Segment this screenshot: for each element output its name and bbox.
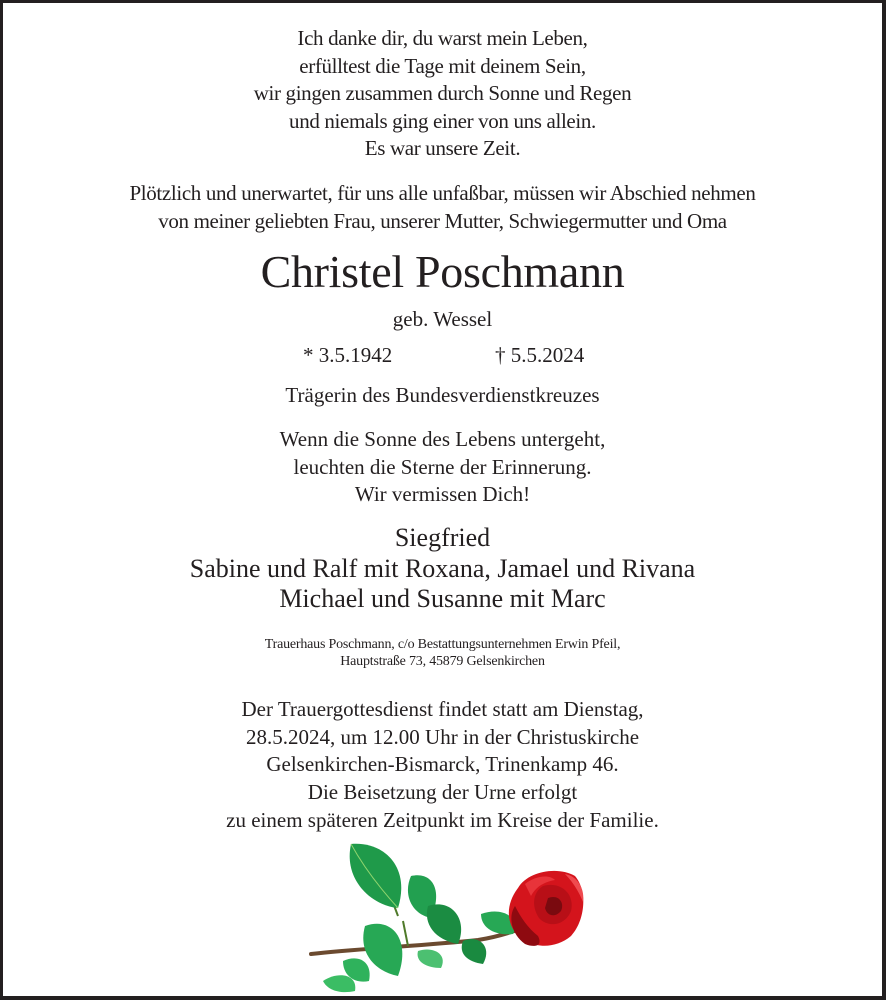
- quote-line: Wir vermissen Dich!: [354, 482, 531, 506]
- service-line: Der Trauergottesdienst findet statt am Dienstag,: [241, 697, 644, 721]
- mourners-list: [3, 523, 882, 615]
- urn-burial-info: [3, 779, 882, 834]
- mourning-address: [3, 636, 882, 670]
- opening-poem: [3, 25, 882, 163]
- death-date: † 5.5.2024: [495, 343, 585, 367]
- red-rose-icon: [303, 836, 603, 996]
- mourner-line: Sabine und Ralf mit Roxana, Jamael und Rivana: [189, 553, 696, 583]
- announcement-line: Plötzlich und unerwartet, für uns alle unfaßbar, müssen wir Abschied nehmen: [129, 181, 756, 205]
- poem-line: und niemals ging einer von uns allein.: [289, 108, 596, 133]
- quote-line: Wenn die Sonne des Lebens untergeht,: [279, 427, 606, 451]
- mourner-line: Siegfried: [394, 523, 491, 552]
- poem-line: wir gingen zusammen durch Sonne und Regen: [253, 81, 632, 105]
- mourner-line: Michael und Susanne mit Marc: [279, 584, 606, 613]
- address-line: Trauerhaus Poschmann, c/o Bestattungsunternehmen Erwin Pfeil,: [264, 637, 621, 652]
- poem-line: erfülltest die Tage mit deinem Sein,: [299, 53, 586, 78]
- address-line: Hauptstraße 73, 45879 Gelsenkirchen: [340, 654, 545, 669]
- life-dates: [3, 341, 882, 369]
- birth-name: geb. Wessel: [392, 307, 493, 331]
- funeral-service-info: [3, 696, 882, 779]
- quote-line: leuchten die Sterne der Erinnerung.: [293, 454, 592, 479]
- birth-date: * 3.5.1942: [303, 343, 393, 367]
- announcement-line: von meiner geliebten Frau, unserer Mutter, Schwiegermutter und Oma: [158, 208, 727, 233]
- obituary-notice: [3, 3, 882, 996]
- burial-line: Die Beisetzung der Urne erfolgt: [307, 780, 578, 804]
- announcement-text: [3, 180, 882, 235]
- poem-line: Ich danke dir, du warst mein Leben,: [297, 26, 588, 50]
- poem-line: Es war unsere Zeit.: [364, 136, 521, 160]
- service-line: Gelsenkirchen-Bismarck, Trinenkamp 46.: [266, 752, 619, 776]
- honor-text: Trägerin des Bundesverdienstkreuzes: [285, 383, 600, 407]
- deceased-name: Christel Poschmann: [260, 246, 625, 297]
- memorial-quote: [3, 426, 882, 509]
- burial-line: zu einem späteren Zeitpunkt im Kreise der Familie.: [226, 807, 659, 832]
- service-line: 28.5.2024, um 12.00 Uhr in der Christuskirche: [245, 724, 640, 749]
